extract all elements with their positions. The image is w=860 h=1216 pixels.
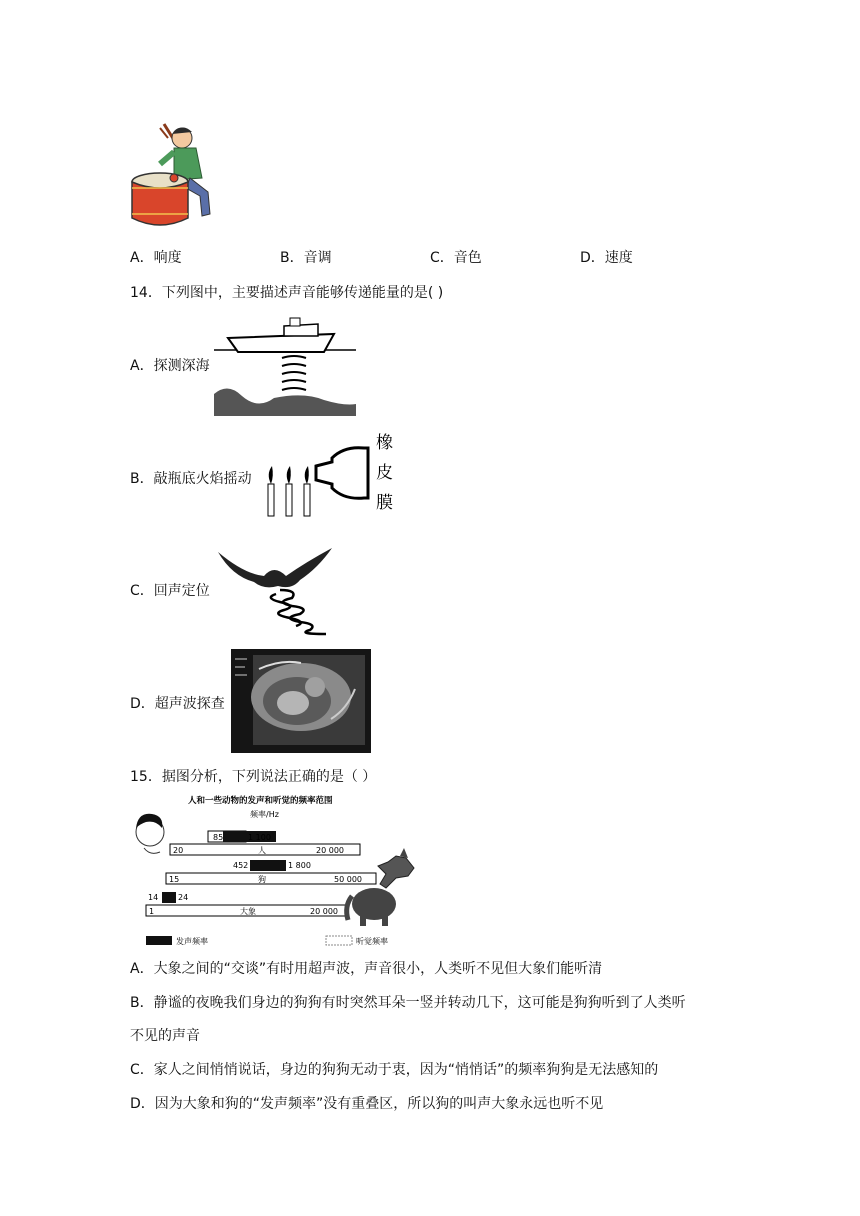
drummer-image: [130, 118, 220, 230]
q15-option-d[interactable]: D．因为大象和狗的“发声频率”没有重叠区，所以狗的叫声大象永远也听不见: [130, 1096, 604, 1112]
q15-option-b-cont: 不见的声音: [130, 1028, 200, 1044]
elephant-hear-low: 1: [149, 907, 155, 916]
q14-option-a[interactable]: A．探测深海: [130, 358, 210, 374]
bat-echolocation-image: [214, 546, 346, 636]
elephant-hear-high: 20 000: [310, 907, 338, 916]
q15-option-b[interactable]: B．静谧的夜晚我们身边的狗狗有时突然耳朵一竖并转动几下，这可能是狗狗听到了人类听: [130, 995, 686, 1011]
q14-option-b[interactable]: B．敲瓶底火焰摇动: [130, 471, 252, 487]
human-hear-low: 20: [173, 846, 184, 855]
human-emit-low: 85: [213, 833, 224, 842]
dog-hear-low: 15: [169, 875, 180, 884]
legend-hear: 听觉频率: [356, 937, 388, 946]
dog-emit-high: 1 800: [288, 861, 311, 870]
dog-emit-low: 452: [233, 861, 249, 870]
dog-hear-high: 50 000: [334, 875, 362, 884]
frequency-range-figure: [130, 792, 420, 952]
candle-bottle-image: [264, 426, 396, 520]
q13-options: [130, 247, 770, 267]
q14-stem: 14．下列图中，主要描述声音能够传递能量的是( ): [130, 285, 444, 301]
elephant-name: 大象: [240, 907, 256, 916]
dog-name: 狗: [258, 875, 266, 884]
figure-unit: 频率/Hz: [250, 810, 279, 819]
membrane-label-1: 橡: [376, 433, 393, 453]
figure-title: 人和一些动物的发声和听觉的频率范围: [188, 796, 333, 806]
membrane-label-2: 皮: [376, 463, 393, 483]
q13-option-b[interactable]: B．音调: [280, 250, 332, 266]
human-face-icon: [136, 814, 164, 854]
boat-sonar-image: [214, 312, 356, 416]
membrane-label-3: 膜: [376, 493, 393, 513]
q15-stem: 15．据图分析，下列说法正确的是（ ）: [130, 769, 377, 785]
elephant-icon: [347, 888, 396, 926]
ultrasound-scan-image: [231, 649, 371, 753]
q15-option-c[interactable]: C．家人之间悄悄说话，身边的狗狗无动于衷，因为“悄悄话”的频率狗狗是无法感知的: [130, 1062, 659, 1078]
q13-option-c[interactable]: C．音色: [430, 250, 482, 266]
human-emit-high: 1 100: [248, 833, 271, 842]
human-name: 人: [258, 846, 266, 855]
q15-option-a[interactable]: A．大象之间的“交谈”有时用超声波，声音很小，人类听不见但大象们能听清: [130, 961, 603, 977]
q13-option-a[interactable]: A．响度: [130, 250, 182, 266]
legend-emit: 发声频率: [176, 937, 208, 946]
elephant-emit-low: 14: [148, 893, 159, 902]
q14-option-d[interactable]: D．超声波探查: [130, 696, 225, 712]
q13-option-d[interactable]: D．速度: [580, 250, 633, 266]
q14-option-c[interactable]: C．回声定位: [130, 583, 210, 599]
elephant-emit-high: 24: [178, 893, 189, 902]
dog-icon: [378, 848, 414, 888]
human-hear-high: 20 000: [316, 846, 344, 855]
